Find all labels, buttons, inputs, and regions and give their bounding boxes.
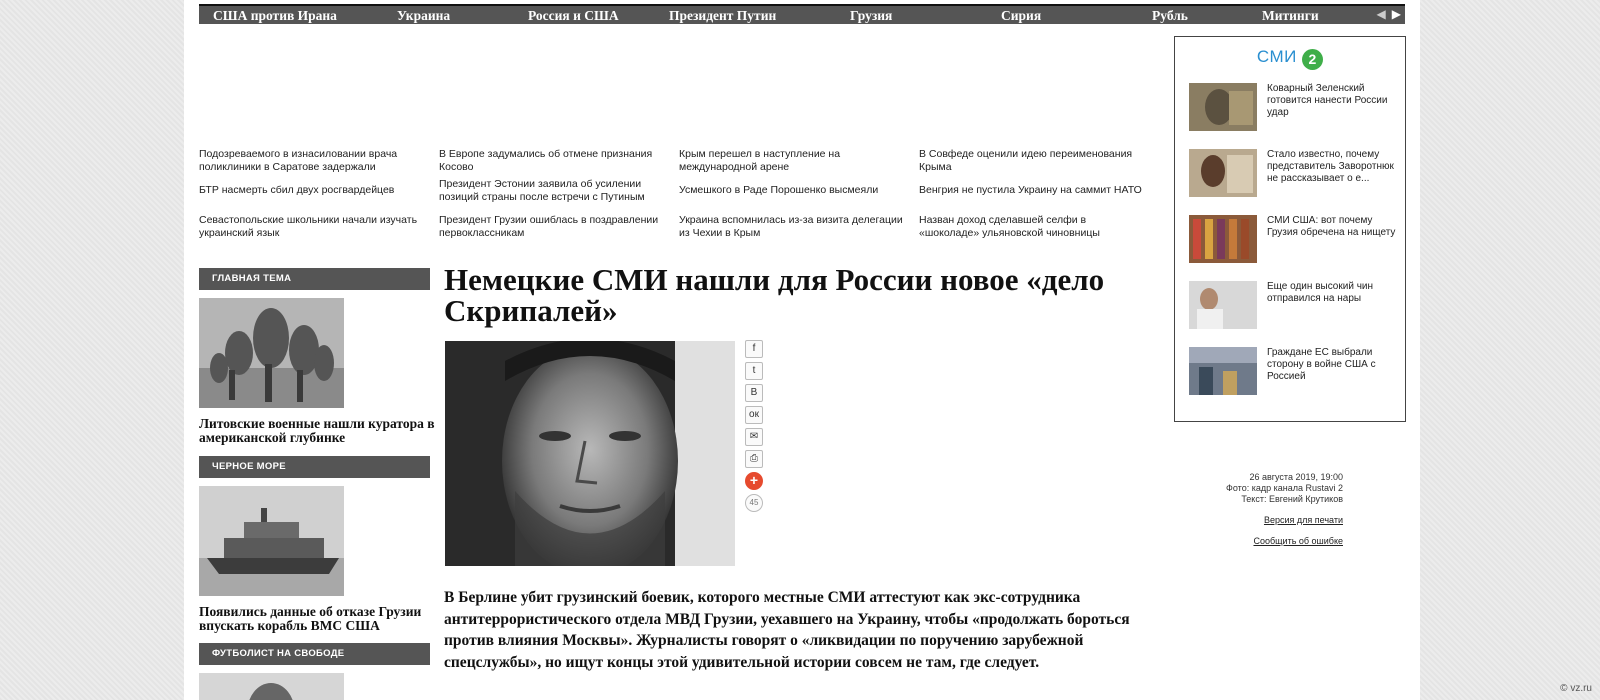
smi2-item[interactable]: Стало известно, почему представитель Заворотнюк не рассказывает о е... (1189, 149, 1399, 197)
smi2-thumb (1189, 83, 1257, 131)
nav-arrows (1377, 7, 1401, 21)
email-icon[interactable]: ✉ (745, 428, 763, 446)
arrow-left-icon[interactable]: ◀ (1376, 7, 1386, 21)
watermark: © vz.ru (1560, 683, 1592, 694)
black-sea-caption[interactable]: Появились данные об отказе Грузии впускать корабль ВМС США (199, 604, 422, 633)
footballer-photo[interactable] (199, 673, 344, 700)
smi2-thumb (1189, 149, 1257, 197)
page (184, 0, 1420, 700)
news-link[interactable]: Подозреваемого в изнасиловании врача поликлиники в Саратове задержали (199, 148, 398, 173)
share-count: 45 (745, 494, 763, 512)
section-header-black-sea[interactable]: ЧЕРНОЕ МОРЕ (199, 456, 430, 478)
nav-syria[interactable]: Сирия (1001, 8, 1042, 23)
smi2-thumb (1189, 347, 1257, 395)
article-author: Текст: Евгений Крутиков (1241, 494, 1343, 504)
news-link[interactable]: Президент Грузии ошиблась в поздравлении первоклассникам (439, 214, 659, 239)
smi2-logo[interactable]: СМИ 2 (1175, 47, 1405, 70)
smi2-item[interactable]: Граждане ЕС выбрали сторону в войне США с Россией (1189, 347, 1399, 395)
nav-usa-vs-iran[interactable]: США против Ирана (213, 8, 337, 23)
twitter-icon[interactable]: t (745, 362, 763, 380)
share-panel (745, 340, 763, 516)
news-link[interactable]: Венгрия не пустила Украину на саммит НАТО (919, 184, 1142, 196)
smi2-item[interactable]: Еще один высокий чин отправился на нары (1189, 281, 1399, 329)
article-meta (884, 472, 1343, 547)
print-icon[interactable]: ⎙ (745, 450, 763, 468)
smi2-item[interactable]: Коварный Зеленский готовится нанести России удар (1189, 83, 1399, 131)
arrow-right-icon[interactable]: ▶ (1391, 7, 1401, 21)
sidebar-black-sea (199, 456, 430, 633)
top-navigation (199, 4, 1405, 24)
nav-russia-usa[interactable]: Россия и США (528, 8, 619, 23)
smi2-thumb (1189, 215, 1257, 263)
article-date: 26 августа 2019, 19:00 (1249, 472, 1343, 482)
article-lead: В Берлине убит грузинский боевик, которого местные СМИ аттестуют как экс-сотрудника антитеррористического отдела МВД Грузии, уехавшего на Украину, чтобы «продолжать бороться против влияния Москвы». Журналисты говорят о «ликвидации по поручению зарубежной спецслужбы», но ищут концы этой удивительной истории совсем не там, где следует. (444, 589, 1130, 671)
ship-photo[interactable] (199, 486, 344, 596)
article-photo (445, 341, 735, 566)
nav-president-putin[interactable]: Президент Путин (669, 8, 777, 23)
smi2-item[interactable]: СМИ США: вот почему Грузия обречена на нищету (1189, 215, 1399, 263)
sidebar-main-topic (199, 268, 435, 445)
photo-credit: Фото: кадр канала Rustavi 2 (1226, 483, 1343, 493)
report-error-link[interactable]: Сообщить об ошибке (1253, 536, 1343, 546)
facebook-icon[interactable]: f (745, 340, 763, 358)
plus-share-icon[interactable]: + (745, 472, 763, 490)
news-link[interactable]: В Совфеде оценили идею переименования Крыма (919, 148, 1133, 173)
nav-georgia[interactable]: Грузия (850, 8, 893, 23)
news-link[interactable]: В Европе задумались об отмене признания Косово (439, 148, 653, 173)
news-link[interactable]: Крым перешел в наступление на международной арене (679, 148, 841, 173)
odnoklassniki-icon[interactable]: ок (745, 406, 763, 424)
vk-icon[interactable]: В (745, 384, 763, 402)
news-link[interactable]: Севастопольские школьники начали изучать украинский язык (199, 214, 418, 239)
main-topic-caption[interactable]: Литовские военные нашли куратора в американской глубинке (199, 416, 435, 445)
article-headline: Немецкие СМИ нашли для России новое «дело Скрипалей» (444, 262, 1105, 328)
news-link[interactable]: БТР насмерть сбил двух росгвардейцев (199, 184, 395, 196)
nav-ukraine[interactable]: Украина (397, 8, 451, 23)
soldiers-photo[interactable] (199, 298, 344, 408)
smi2-widget (1174, 36, 1406, 422)
news-link[interactable]: Украина вспомнилась из-за визита делегации из Чехии в Крым (679, 214, 903, 239)
nav-rallies[interactable]: Митинги (1262, 8, 1319, 23)
print-version-link[interactable]: Версия для печати (1263, 515, 1343, 525)
section-header-main-topic[interactable]: ГЛАВНАЯ ТЕМА (199, 268, 430, 290)
news-link[interactable]: Назван доход сделавшей селфи в «шоколаде» ульяновской чиновницы (919, 214, 1100, 239)
section-header-footballer[interactable]: ФУТБОЛИСТ НА СВОБОДЕ (199, 643, 430, 665)
news-link[interactable]: Президент Эстонии заявила об усилении позиций страны после встречи с Путиным (439, 178, 645, 203)
smi2-thumb (1189, 281, 1257, 329)
smi2-logo-badge: 2 (1302, 49, 1323, 70)
news-link[interactable]: Усмешкого в Раде Порошенко высмеяли (679, 184, 879, 196)
nav-ruble[interactable]: Рубль (1152, 8, 1188, 23)
sidebar-footballer (199, 643, 430, 700)
